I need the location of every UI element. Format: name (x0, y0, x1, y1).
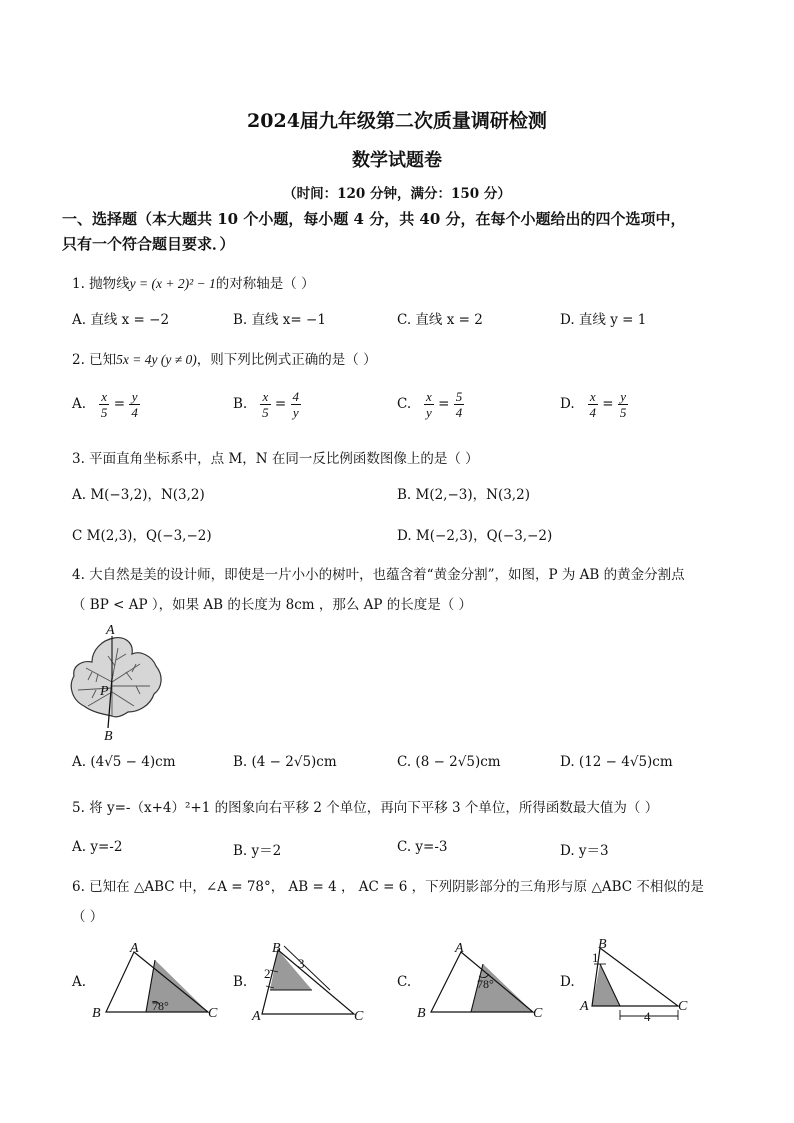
fig-d-label-a: A (580, 999, 589, 1014)
fig-c-label-c: C (533, 1006, 543, 1021)
leaf-label-a: A (106, 623, 115, 638)
section-heading-line2: 只有一个符合题目要求．） (62, 235, 235, 253)
fig-b-label-a: A (252, 1009, 261, 1024)
question-2-stem (72, 348, 377, 368)
frac-num: x (99, 389, 110, 405)
frac-num: 4 (292, 389, 299, 404)
q2-option-b-label: B. (233, 396, 248, 412)
frac-den: 4 (131, 405, 138, 420)
q2-b-left-fraction (260, 389, 271, 420)
q2-c-left-fraction (424, 389, 434, 420)
frac-den: 4 (589, 405, 597, 420)
fig-a-angle: 78° (152, 999, 169, 1013)
q4-option-a: A. (4√5 − 4)cm (72, 754, 176, 770)
page-title: 2024届九年级第二次质量调研检测 (247, 110, 547, 132)
q6-option-c-label: C. (397, 974, 412, 990)
section-heading-line1: 一、选择题（本大题共 10 个小题，每小题 4 分，共 40 分，在每个小题给出的四个选项中， (62, 210, 686, 228)
q6-option-d-label: D. (560, 974, 575, 990)
fig-a-label-b: B (92, 1006, 101, 1021)
q4-option-b: B. (4 − 2√5)cm (233, 754, 337, 770)
q1-option-c: C. 直线 x = 2 (397, 312, 483, 328)
fig-c-label-b: B (417, 1006, 426, 1021)
frac-den: y (426, 405, 432, 420)
fig-d-num-1: 1 (592, 950, 599, 965)
q5-option-a: A. y=-2 (72, 839, 123, 855)
frac-den: 5 (100, 405, 108, 420)
q2-stem-pre: 2. 已知 (72, 352, 117, 368)
question-4-stem-line2: （ BP < AP ），如果 AB 的长度为 8cm ，那么 AP 的长度是（ ） (72, 597, 473, 613)
frac-num: x (260, 389, 271, 405)
q5-option-b: B. y＝2 (233, 843, 282, 859)
fig-b-label-c: C (354, 1009, 364, 1024)
q1-stem-pre: 1. 抛物线 (72, 276, 130, 292)
fig-a-label-a: A (130, 941, 139, 956)
q3-option-b: B. M(2,−3)，N(3,2) (397, 487, 530, 503)
fig-b-label-b: B (272, 941, 281, 956)
q1-stem-post: 的对称轴是（ ） (215, 276, 315, 292)
q2-option-c-label: C. (397, 396, 412, 412)
exam-subtitle: 数学试题卷 (352, 150, 442, 171)
q6-figure-d (578, 934, 703, 1024)
frac-num: y (129, 389, 140, 405)
q6-figure-b (250, 938, 375, 1024)
q3-option-c: C M(2,3)，Q(−3,−2) (72, 528, 212, 544)
leaf-label-b: B (104, 729, 113, 742)
question-6-stem-line2: （ ） (72, 909, 104, 925)
q2-b-right-fraction (291, 389, 302, 420)
fig-d-num-4: 4 (644, 1009, 651, 1024)
fig-d-shaded-triangle (592, 964, 620, 1006)
q1-stem-math: y = (x + 2)² − 1 (129, 276, 216, 291)
fig-d-label-b: B (598, 937, 607, 952)
q3-option-a: A. M(−3,2)，N(3,2) (72, 487, 205, 503)
frac-num: y (618, 389, 629, 405)
question-1-stem (72, 272, 315, 292)
frac-num: x (588, 389, 599, 405)
frac-den: 5 (262, 405, 269, 420)
frac-den: 5 (619, 405, 627, 420)
q1-option-a: A. 直线 x = −2 (72, 312, 170, 328)
frac-num: x (426, 389, 432, 404)
q6-option-a-label: A. (72, 974, 87, 990)
question-5-stem: 5. 将 y=-（x+4）²+1 的图象向右平移 2 个单位，再向下平移 3 个单位，所得函数最大值为（ ） (72, 800, 659, 816)
q1-option-d: D. 直线 y = 1 (560, 312, 647, 328)
frac-den: 4 (455, 405, 463, 420)
leaf-label-p: P (100, 684, 109, 699)
fig-c-angle: 78° (477, 977, 494, 991)
q2-option-d: D. $\frac{x}{4}$ = $\frac{y}{5}$ (560, 389, 627, 420)
q6-option-b-label: B. (233, 974, 248, 990)
fig-b-num-3: 3 (298, 956, 305, 971)
q2-d-left-fraction (588, 389, 599, 420)
time-info: （时间：120 分钟，满分：150 分） (283, 186, 511, 202)
q2-d-right-fraction (618, 389, 629, 420)
q2-stem-post: ，则下列比例式正确的是（ ） (196, 352, 377, 368)
q6-figure-a (90, 940, 220, 1022)
question-6-stem-line1: 6. 已知在 △ABC 中，∠A = 78°， AB = 4 ， AC = 6 ，下列阴影部分的三角形与原 △ABC 不相似的是 (72, 879, 704, 895)
q2-option-a: A. $\frac{x}{5}$ = $\frac{y}{4}$ (72, 389, 138, 420)
q2-a-left-fraction (99, 389, 110, 420)
question-4-stem-line1: 4. 大自然是美的设计师，即使是一片小小的树叶，也蕴含着“黄金分割”，如图，P 为 AB 的黄金分割点 (72, 567, 685, 583)
q2-option-b: B. $\frac{x}{5}$ = $\frac{4}{y}$ (233, 389, 299, 420)
q4-option-d: D. (12 − 4√5)cm (560, 754, 673, 770)
fig-a-label-c: C (208, 1006, 218, 1021)
fig-b-num-2: 2 (264, 966, 271, 981)
q2-option-d-label: D. (560, 396, 575, 412)
q2-a-right-fraction (129, 389, 140, 420)
q2-c-right-fraction (454, 389, 465, 420)
fig-c-label-a: A (455, 941, 464, 956)
q2-option-c: C. $\frac{x}{y}$ = $\frac{5}{4}$ (397, 389, 463, 420)
q4-leaf-figure (66, 620, 176, 742)
q4-option-c: C. (8 − 2√5)cm (397, 754, 501, 770)
leaf-outline (71, 638, 161, 717)
frac-num: 5 (455, 389, 463, 404)
question-3-stem: 3. 平面直角坐标系中，点 M，N 在同一反比例函数图像上的是（ ） (72, 451, 479, 467)
q3-option-d: D. M(−2,3)，Q(−3,−2) (397, 528, 553, 544)
q5-option-c: C. y=-3 (397, 839, 448, 855)
frac-den: y (292, 405, 299, 420)
q5-option-d: D. y＝3 (560, 843, 609, 859)
fig-d-label-c: C (678, 999, 688, 1014)
q2-stem-math: 5x = 4y (y ≠ 0) (116, 352, 197, 367)
q6-figure-c (415, 940, 550, 1022)
q2-option-a-label: A. (72, 396, 87, 412)
q1-option-b: B. 直线 x= −1 (233, 312, 326, 328)
